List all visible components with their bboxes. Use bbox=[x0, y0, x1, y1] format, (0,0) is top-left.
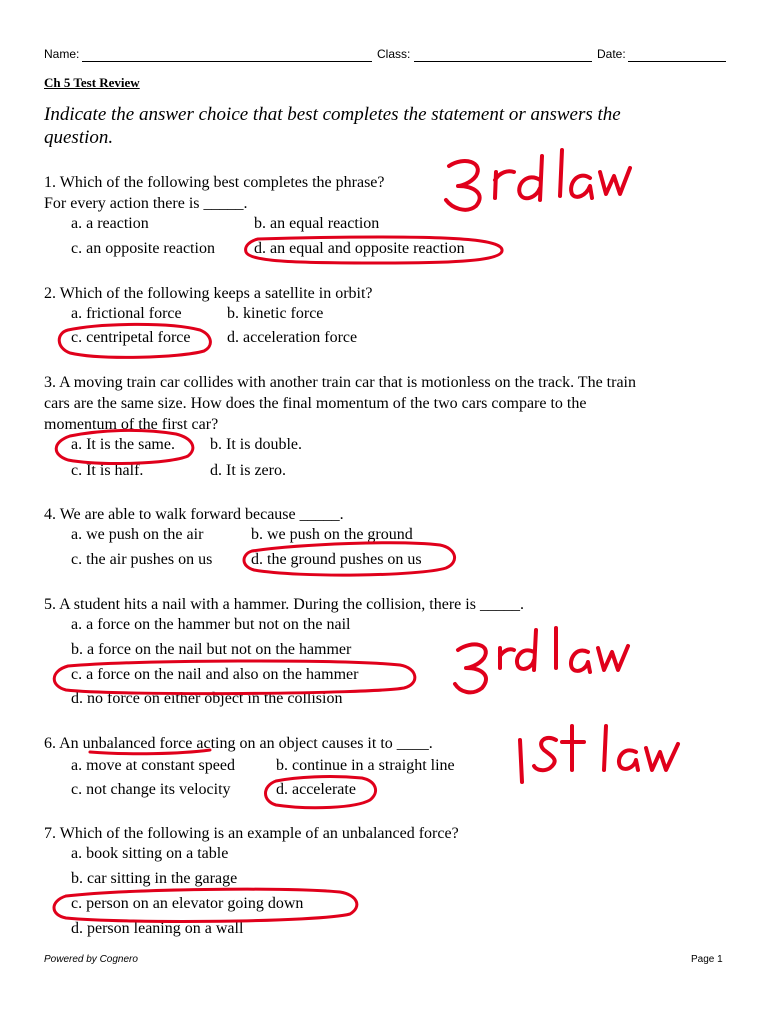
question-4-option-c[interactable]: c. the air pushes on us bbox=[71, 551, 213, 568]
question-1-option-d[interactable]: d. an equal and opposite reaction bbox=[254, 240, 465, 257]
date-field-line[interactable] bbox=[628, 61, 726, 62]
question-7-option-d[interactable]: d. person leaning on a wall bbox=[71, 920, 244, 937]
question-4-option-a[interactable]: a. we push on the air bbox=[71, 526, 204, 543]
question-6-text: 6. An unbalanced force acting on an object causes it to ____. bbox=[44, 735, 433, 752]
question-3-option-a[interactable]: a. It is the same. bbox=[71, 436, 175, 453]
question-4-text: 4. We are able to walk forward because _____. bbox=[44, 506, 344, 523]
footer-page-number: Page 1 bbox=[691, 954, 723, 965]
question-5-option-a[interactable]: a. a force on the hammer but not on the nail bbox=[71, 616, 351, 633]
question-3-text-line-3: momentum of the first car? bbox=[44, 416, 219, 433]
question-2-text: 2. Which of the following keeps a satellite in orbit? bbox=[44, 285, 373, 302]
question-3-text-line-2: cars are the same size. How does the final momentum of the two cars compare to the bbox=[44, 395, 587, 412]
footer-powered-by: Powered by Cognero bbox=[44, 954, 138, 965]
class-field-line[interactable] bbox=[414, 61, 592, 62]
page-title: Ch 5 Test Review bbox=[44, 75, 140, 90]
question-1-option-a[interactable]: a. a reaction bbox=[71, 215, 149, 232]
instructions: Indicate the answer choice that best completes the statement or answers the question. bbox=[44, 104, 621, 148]
question-2-option-c[interactable]: c. centripetal force bbox=[71, 329, 191, 346]
question-7-option-c[interactable]: c. person on an elevator going down bbox=[71, 895, 304, 912]
question-3-option-d[interactable]: d. It is zero. bbox=[210, 462, 286, 479]
question-7-option-b[interactable]: b. car sitting in the garage bbox=[71, 870, 238, 887]
question-6-option-b[interactable]: b. continue in a straight line bbox=[276, 757, 455, 774]
question-3-text: 3. A moving train car collides with another train car that is motionless on the track. The train bbox=[44, 374, 636, 391]
question-2-option-d[interactable]: d. acceleration force bbox=[227, 329, 358, 346]
question-1-text: 1. Which of the following best completes the phrase? bbox=[44, 174, 385, 191]
question-4-option-d[interactable]: d. the ground pushes on us bbox=[251, 551, 422, 568]
question-5-text: 5. A student hits a nail with a hammer. During the collision, there is _____. bbox=[44, 596, 524, 613]
question-1-option-b[interactable]: b. an equal reaction bbox=[254, 215, 380, 232]
question-3-option-c[interactable]: c. It is half. bbox=[71, 462, 144, 479]
class-label: Class: bbox=[377, 47, 411, 61]
question-6-option-a[interactable]: a. move at constant speed bbox=[71, 757, 235, 774]
question-4-option-b[interactable]: b. we push on the ground bbox=[251, 526, 413, 543]
question-5-option-d[interactable]: d. no force on either object in the collision bbox=[71, 690, 343, 707]
question-6-option-c[interactable]: c. not change its velocity bbox=[71, 781, 231, 798]
question-1-text-line-2: For every action there is _____. bbox=[44, 195, 248, 212]
question-7-option-a[interactable]: a. book sitting on a table bbox=[71, 845, 229, 862]
question-1-option-c[interactable]: c. an opposite reaction bbox=[71, 240, 215, 257]
question-6-option-d[interactable]: d. accelerate bbox=[276, 781, 356, 798]
name-label: Name: bbox=[44, 47, 80, 61]
question-5-option-c[interactable]: c. a force on the nail and also on the hammer bbox=[71, 666, 359, 683]
name-field-line[interactable] bbox=[82, 61, 372, 62]
question-5-option-b[interactable]: b. a force on the nail but not on the hammer bbox=[71, 641, 352, 658]
question-3-option-b[interactable]: b. It is double. bbox=[210, 436, 302, 453]
date-label: Date: bbox=[597, 47, 626, 61]
handwritten-note-3rd-law-q1 bbox=[446, 150, 630, 210]
handwritten-note-1st-law-q6 bbox=[520, 726, 678, 782]
handwritten-note-3rd-law-q5 bbox=[455, 628, 628, 692]
question-2-option-b[interactable]: b. kinetic force bbox=[227, 305, 324, 322]
question-7-text: 7. Which of the following is an example of an unbalanced force? bbox=[44, 825, 459, 842]
question-2-option-a[interactable]: a. frictional force bbox=[71, 305, 182, 322]
